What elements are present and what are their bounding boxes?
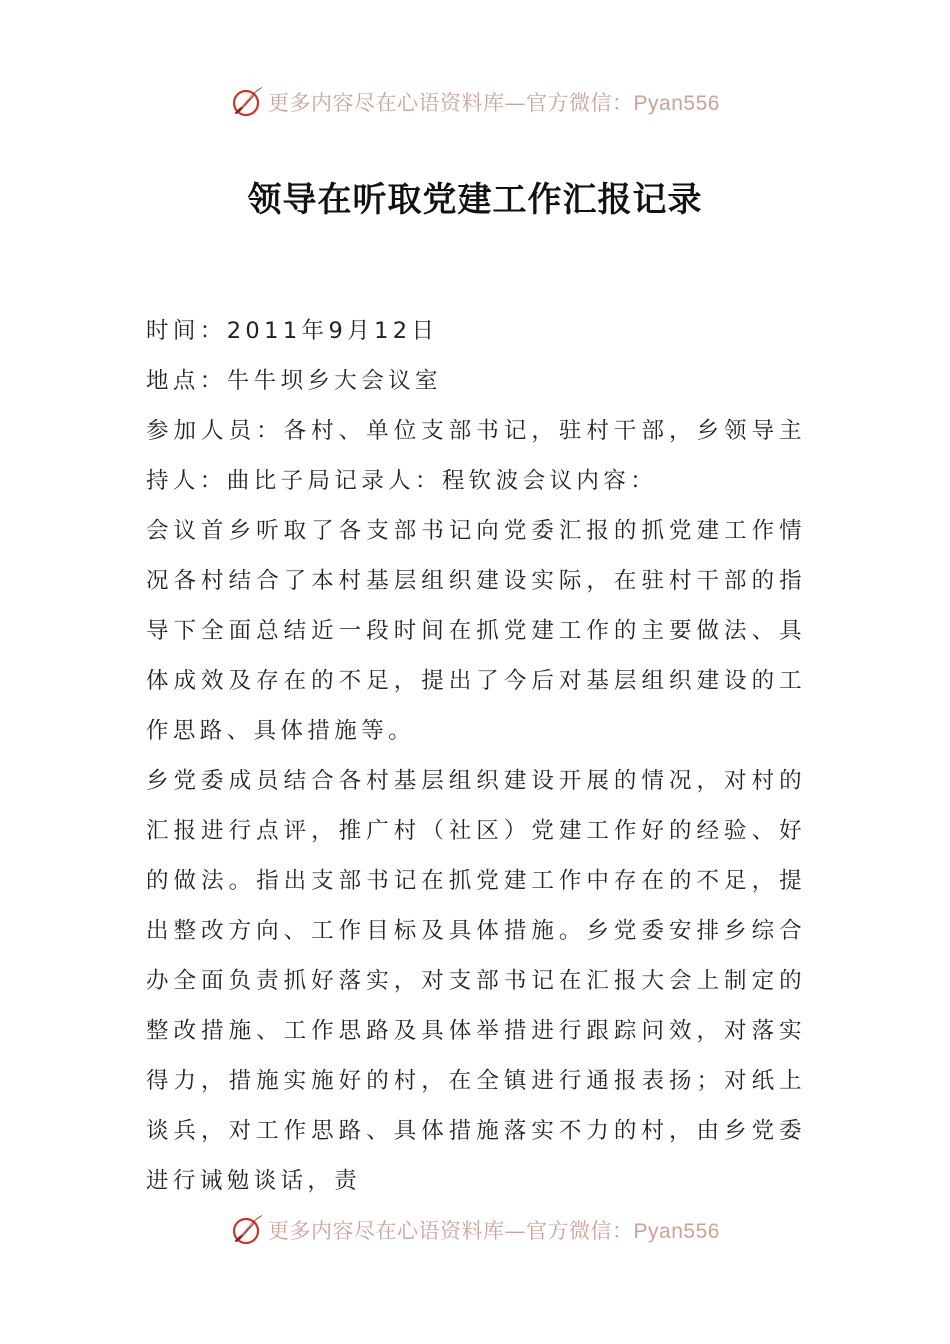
- body-paragraph-1: 会议首乡听取了各支部书记向党委汇报的抓党建工作情况各村结合了本村基层组织建设实际，在驻村干部的指导下全面总结近一段时间在抓党建工作的主要做法、具体成效及存在的不足，提出了今后对基层组织建设的工作思路、具体措施等。: [146, 518, 806, 744]
- body-paragraph-2: 乡党委成员结合各村基层组织建设开展的情况，对村的汇报进行点评，推广村（社区）党建工作好的经验、好的做法。指出支部书记在抓党建工作中存在的不足，提出整改方向、工作目标及具体措施。乡党委安排乡综合办全面负责抓好落实，对支部书记在汇报大会上制定的整改措施、工作思路及具体举措进行跟踪问效，对落实得力，措施实施好的村，在全镇进行通报表扬；对纸上谈兵，对工作思路、具体措施落实不力的村，由乡党委进行诫勉谈话，责: [146, 768, 806, 1194]
- quill-pen-logo-icon: [230, 85, 264, 119]
- document-body: [146, 306, 806, 1206]
- wechat-id: Pyan556: [633, 92, 720, 115]
- meeting-time: 时间：2011年9月12日: [146, 318, 439, 344]
- header-watermark-banner: [0, 82, 950, 122]
- wechat-id: Pyan556: [633, 1220, 720, 1243]
- quill-pen-logo-icon: [230, 1213, 264, 1247]
- meeting-attendees: 参加人员：各村、单位支部书记，驻村干部，乡领导主持人：曲比子局记录人：程钦波会议内容：: [146, 418, 806, 494]
- footer-watermark-banner: [0, 1210, 950, 1250]
- document-title: 领导在听取党建工作汇报记录: [247, 180, 703, 220]
- watermark-text: 更多内容尽在心语资料库—官方微信：Pyan556: [268, 1219, 720, 1243]
- watermark-text: 更多内容尽在心语资料库—官方微信：Pyan556: [268, 91, 720, 115]
- meeting-place: 地点：牛牛坝乡大会议室: [146, 368, 442, 394]
